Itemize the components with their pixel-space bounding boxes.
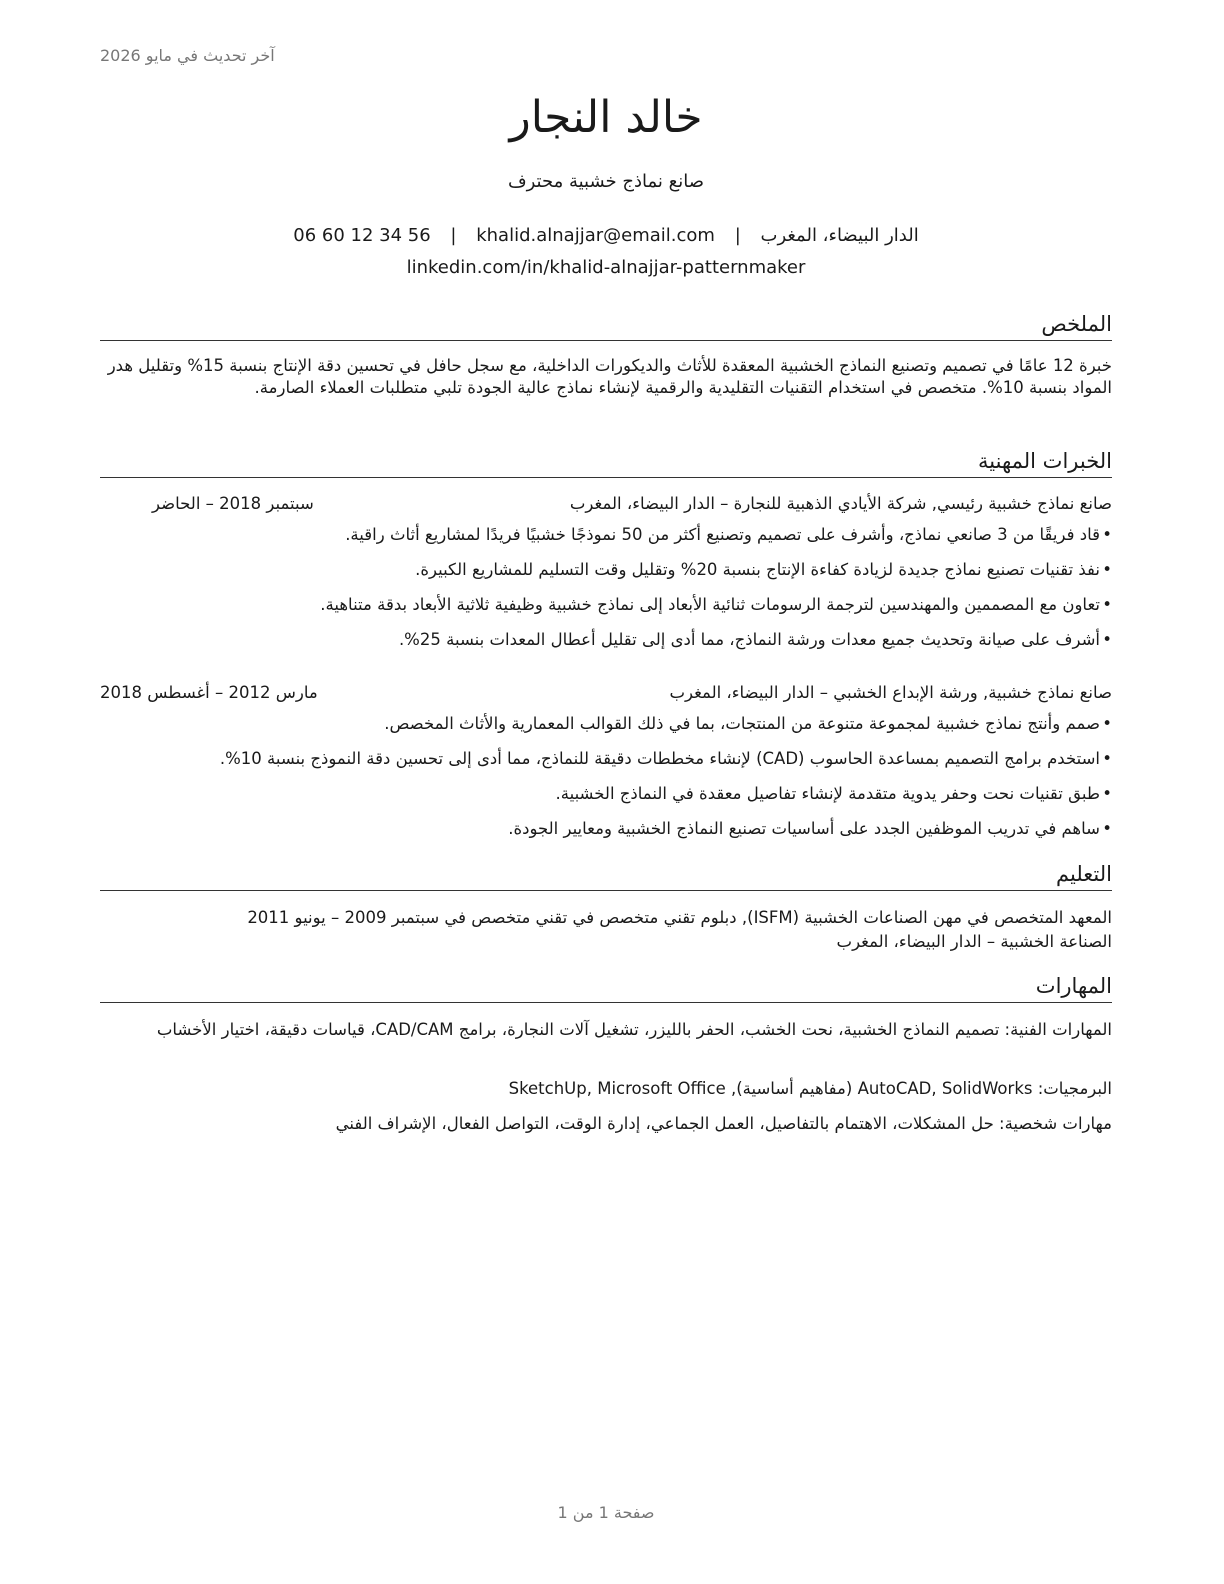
list-item: •تعاون مع المصممين والمهندسين لترجمة الرسومات ثنائية الأبعاد إلى نماذج خشبية وظيفية ثلاثية الأبعاد بدقة متناهية. xyxy=(320,595,1112,614)
job-header xyxy=(100,681,1112,705)
resume-page xyxy=(100,0,1112,1584)
summary-text: خبرة 12 عامًا في تصميم وتصنيع النماذج الخشبية المعقدة للأثاث والديكورات الداخلية، مع سجل حافل في تحسين دقة الإنتاج بنسبة 15% وتقليل هدر المواد بنسبة 10%. متخصص في استخدام التقنيات التقليدية والرقمية لإنشاء نماذج عالية الجودة تلبي متطلبات العملاء الصارمة. xyxy=(107,356,1112,397)
job-title: صانع نماذج خشبية, ورشة الإبداع الخشبي – الدار البيضاء، المغرب xyxy=(669,683,1112,702)
experience-heading: الخبرات المهنية xyxy=(100,446,1112,478)
list-item: •استخدم برامج التصميم بمساعدة الحاسوب (CAD) لإنشاء مخططات دقيقة للنماذج، مما أدى إلى تحسين دقة النموذج بنسبة 10%. xyxy=(219,749,1112,768)
job-title: صانع نماذج خشبية رئيسي, شركة الأيادي الذهبية للنجارة – الدار البيضاء، المغرب xyxy=(569,494,1112,513)
education-heading: التعليم xyxy=(100,859,1112,891)
page-number: صفحة 1 من 1 xyxy=(557,1503,655,1522)
skills-technical: المهارات الفنية: تصميم النماذج الخشبية، نحت الخشب، الحفر بالليزر، تشغيل آلات النجارة، برامج CAD/CAM، قياسات دقيقة، اختيار الأخشاب xyxy=(156,1020,1112,1039)
job-bullets xyxy=(100,523,1112,663)
contact-line xyxy=(100,224,1112,248)
job-bullets xyxy=(100,712,1112,852)
contact-linkedin[interactable]: linkedin.com/in/khalid-alnajjar-patternmaker xyxy=(406,257,806,278)
skills-heading: المهارات xyxy=(100,971,1112,1003)
skills-soft: مهارات شخصية: حل المشكلات، الاهتمام بالتفاصيل، العمل الجماعي، إدارة الوقت، التواصل الفعال، الإشراف الفني xyxy=(335,1114,1112,1133)
contact-email[interactable]: khalid.alnajjar@email.com xyxy=(476,225,715,246)
education-line: المعهد المتخصص في مهن الصناعات الخشبية (ISFM), دبلوم تقني متخصص في تقني متخصص في سبتمبر 2009 – يونيو 2011 xyxy=(247,908,1112,927)
list-item: •قاد فريقًا من 3 صانعي نماذج، وأشرف على تصميم وتصنيع أكثر من 50 نموذجًا خشبيًا فريدًا لمشاريع أثاث راقية. xyxy=(345,525,1112,544)
contact-phone: 06 60 12 34 56 xyxy=(293,225,431,246)
last-updated-note: آخر تحديث في مايو 2026 xyxy=(100,46,275,65)
education-location: الصناعة الخشبية – الدار البيضاء، المغرب xyxy=(836,932,1112,951)
job-dates: مارس 2012 – أغسطس 2018 xyxy=(100,683,318,702)
contact-separator: | xyxy=(450,225,457,246)
candidate-title: صانع نماذج خشبية محترف xyxy=(507,171,705,192)
list-item: •نفذ تقنيات تصنيع نماذج جديدة لزيادة كفاءة الإنتاج بنسبة 20% وتقليل وقت التسليم للمشاريع الكبيرة. xyxy=(415,560,1112,579)
contact-location: الدار البيضاء، المغرب xyxy=(760,225,919,246)
contact-separator: | xyxy=(734,225,741,246)
skills-software: البرمجيات: AutoCAD, SolidWorks (مفاهيم أساسية), SketchUp, Microsoft Office xyxy=(508,1079,1112,1098)
list-item: •أشرف على صيانة وتحديث جميع معدات ورشة النماذج، مما أدى إلى تقليل أعطال المعدات بنسبة 25%. xyxy=(398,630,1112,649)
list-item: •ساهم في تدريب الموظفين الجدد على أساسيات تصنيع النماذج الخشبية ومعايير الجودة. xyxy=(508,819,1112,838)
list-item: •طبق تقنيات نحت وحفر يدوية متقدمة لإنشاء تفاصيل معقدة في النماذج الخشبية. xyxy=(555,784,1112,803)
candidate-name: خالد النجار xyxy=(509,92,703,143)
summary-heading: الملخص xyxy=(100,309,1112,341)
job-header xyxy=(100,492,1112,516)
job-dates: سبتمبر 2018 – الحاضر xyxy=(152,494,314,513)
list-item: •صمم وأنتج نماذج خشبية لمجموعة متنوعة من المنتجات، بما في ذلك القوالب المعمارية والأثاث المخصص. xyxy=(384,714,1112,733)
